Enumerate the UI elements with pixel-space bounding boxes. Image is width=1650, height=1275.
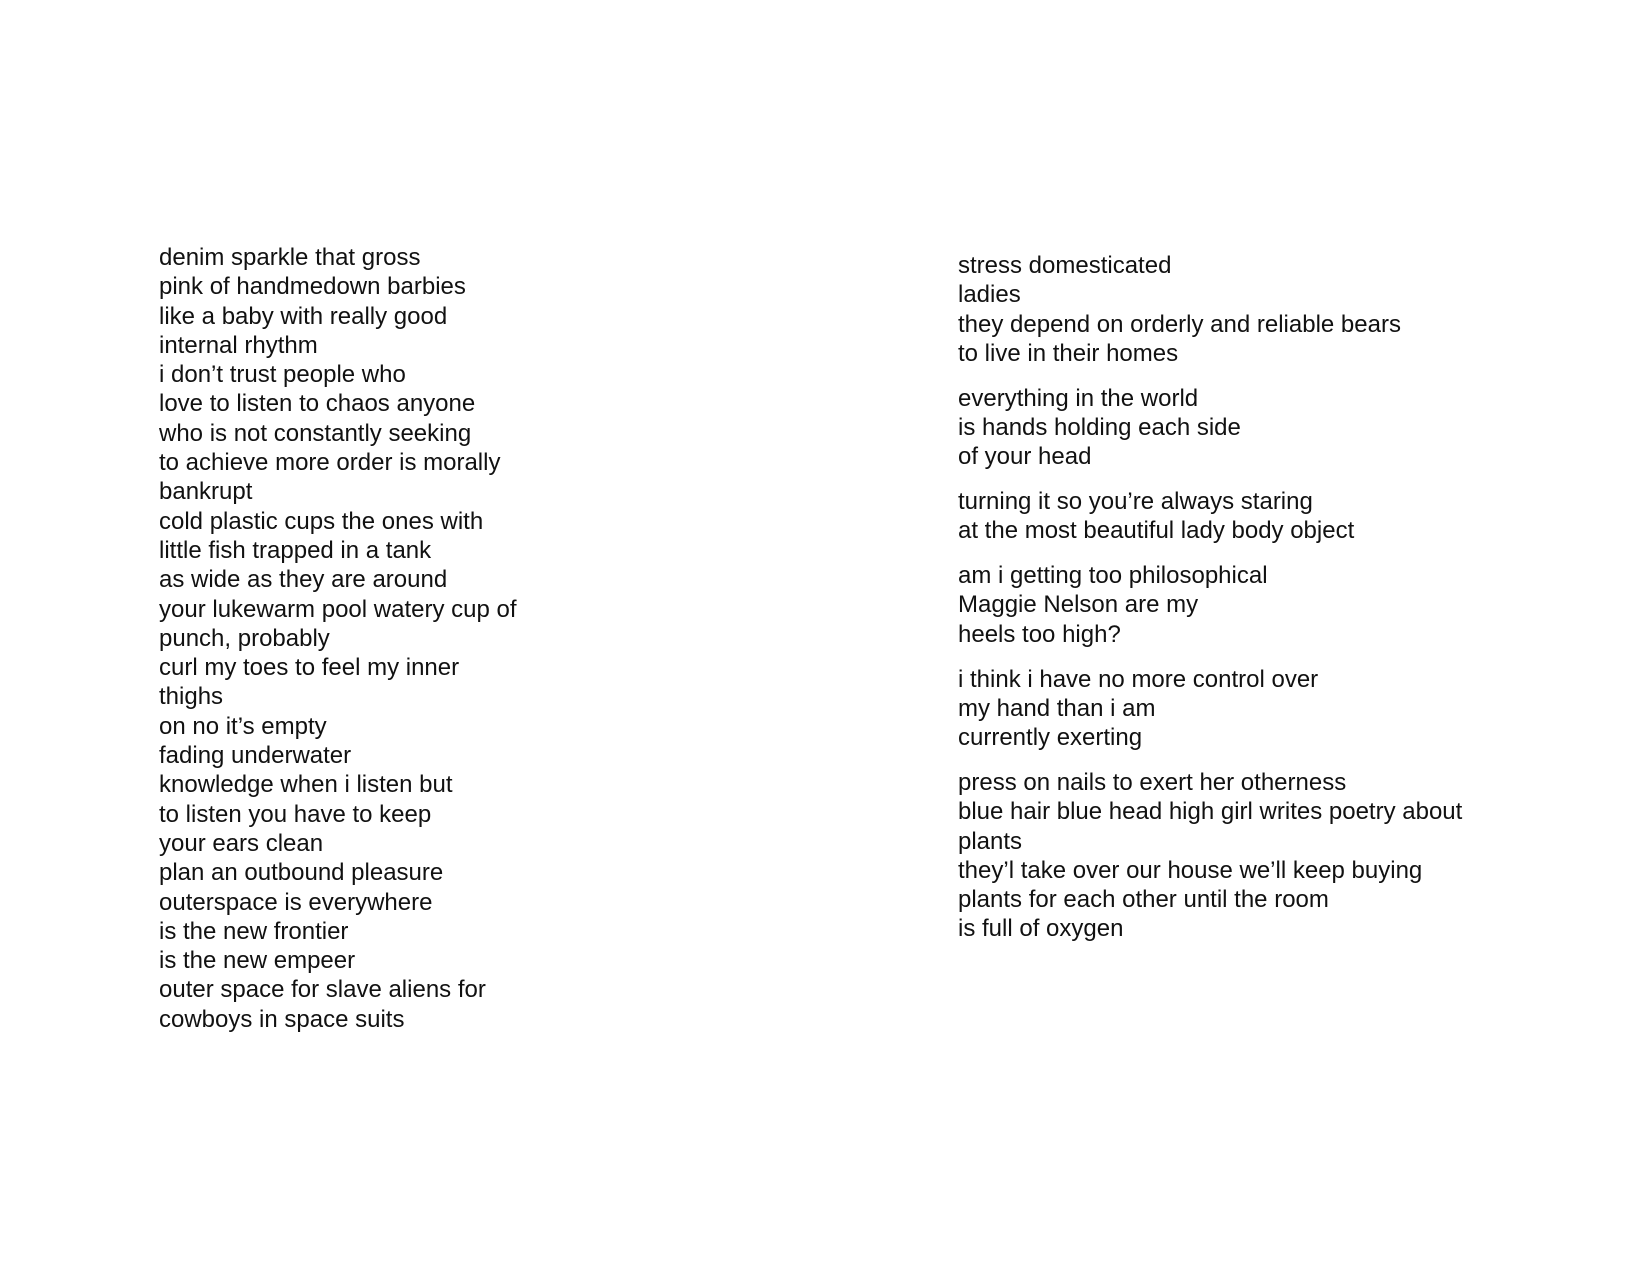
poem-line: your ears clean [159,829,324,857]
poem-line: they depend on orderly and reliable bears [958,310,1401,338]
poem-line: stress domesticated [958,252,1172,279]
poem-line: internal rhythm [159,331,318,359]
poem-line: punch, probably [159,624,330,652]
poem-line: like a baby with really good [159,302,448,330]
poem-line: plants for each other until the room [958,886,1329,914]
poem-line: as wide as they are around [159,566,448,594]
poem-line: turning it so you’re always staring [958,488,1313,516]
poem-line: denim sparkle that gross [159,244,421,271]
poem-line: little fish trapped in a tank [159,536,432,564]
poem-line: thighs [159,683,224,711]
poem-line: they’l take over our house we’ll keep buying [958,856,1423,884]
poem-line: to listen you have to keep [159,800,432,828]
stanza [958,384,1462,472]
poem-line: blue hair blue head high girl writes poetry about [958,798,1463,826]
poem-line: currently exerting [958,724,1143,752]
poem-line: Maggie Nelson are my [958,591,1199,619]
poem-line: my hand than i am [958,694,1156,722]
poem-line: love to listen to chaos anyone [159,390,476,418]
poem-line: your lukewarm pool watery cup of [159,595,517,623]
poem-line: plan an outbound pleasure [159,859,444,887]
poem-line: knowledge when i listen but [159,771,453,799]
left-poem [159,243,517,1034]
stanza [958,665,1462,753]
poem-line: curl my toes to feel my inner [159,654,460,682]
poem-line: is hands holding each side [958,413,1241,441]
poem-line: ladies [958,281,1021,309]
poem-line: is the new empeer [159,947,356,975]
poem-line: is full of oxygen [958,915,1124,943]
poem-line: press on nails to exert her otherness [958,768,1347,796]
stanza [958,251,1462,368]
poem-line: pink of handmedown barbies [159,273,466,301]
poem-line: bankrupt [159,478,253,506]
poem-line: who is not constantly seeking [159,419,472,447]
poem-line: heels too high? [958,620,1121,648]
poem-line: of your head [958,443,1092,471]
stanza [958,768,1462,944]
poem-line: i think i have no more control over [958,665,1319,693]
poem-line: am i getting too philosophical [958,562,1268,590]
poem-line: fading underwater [159,742,352,770]
poem-line: plants [958,827,1023,855]
stanza [958,561,1462,649]
poem-line: cowboys in space suits [159,1005,405,1033]
poem-line: outerspace is everywhere [159,888,433,916]
poem-line: is the new frontier [159,917,349,945]
poem-line: everything in the world [958,384,1199,412]
poem-line: i don’t trust people who [159,361,406,389]
poem-line: on no it’s empty [159,712,327,740]
poem-line: outer space for slave aliens for [159,976,486,1004]
poem-line: to achieve more order is morally [159,449,501,477]
stanza [958,487,1462,546]
right-poem [958,251,1462,944]
poem-line: cold plastic cups the ones with [159,507,484,535]
poem-line: to live in their homes [958,339,1179,367]
poem-line: at the most beautiful lady body object [958,517,1355,545]
